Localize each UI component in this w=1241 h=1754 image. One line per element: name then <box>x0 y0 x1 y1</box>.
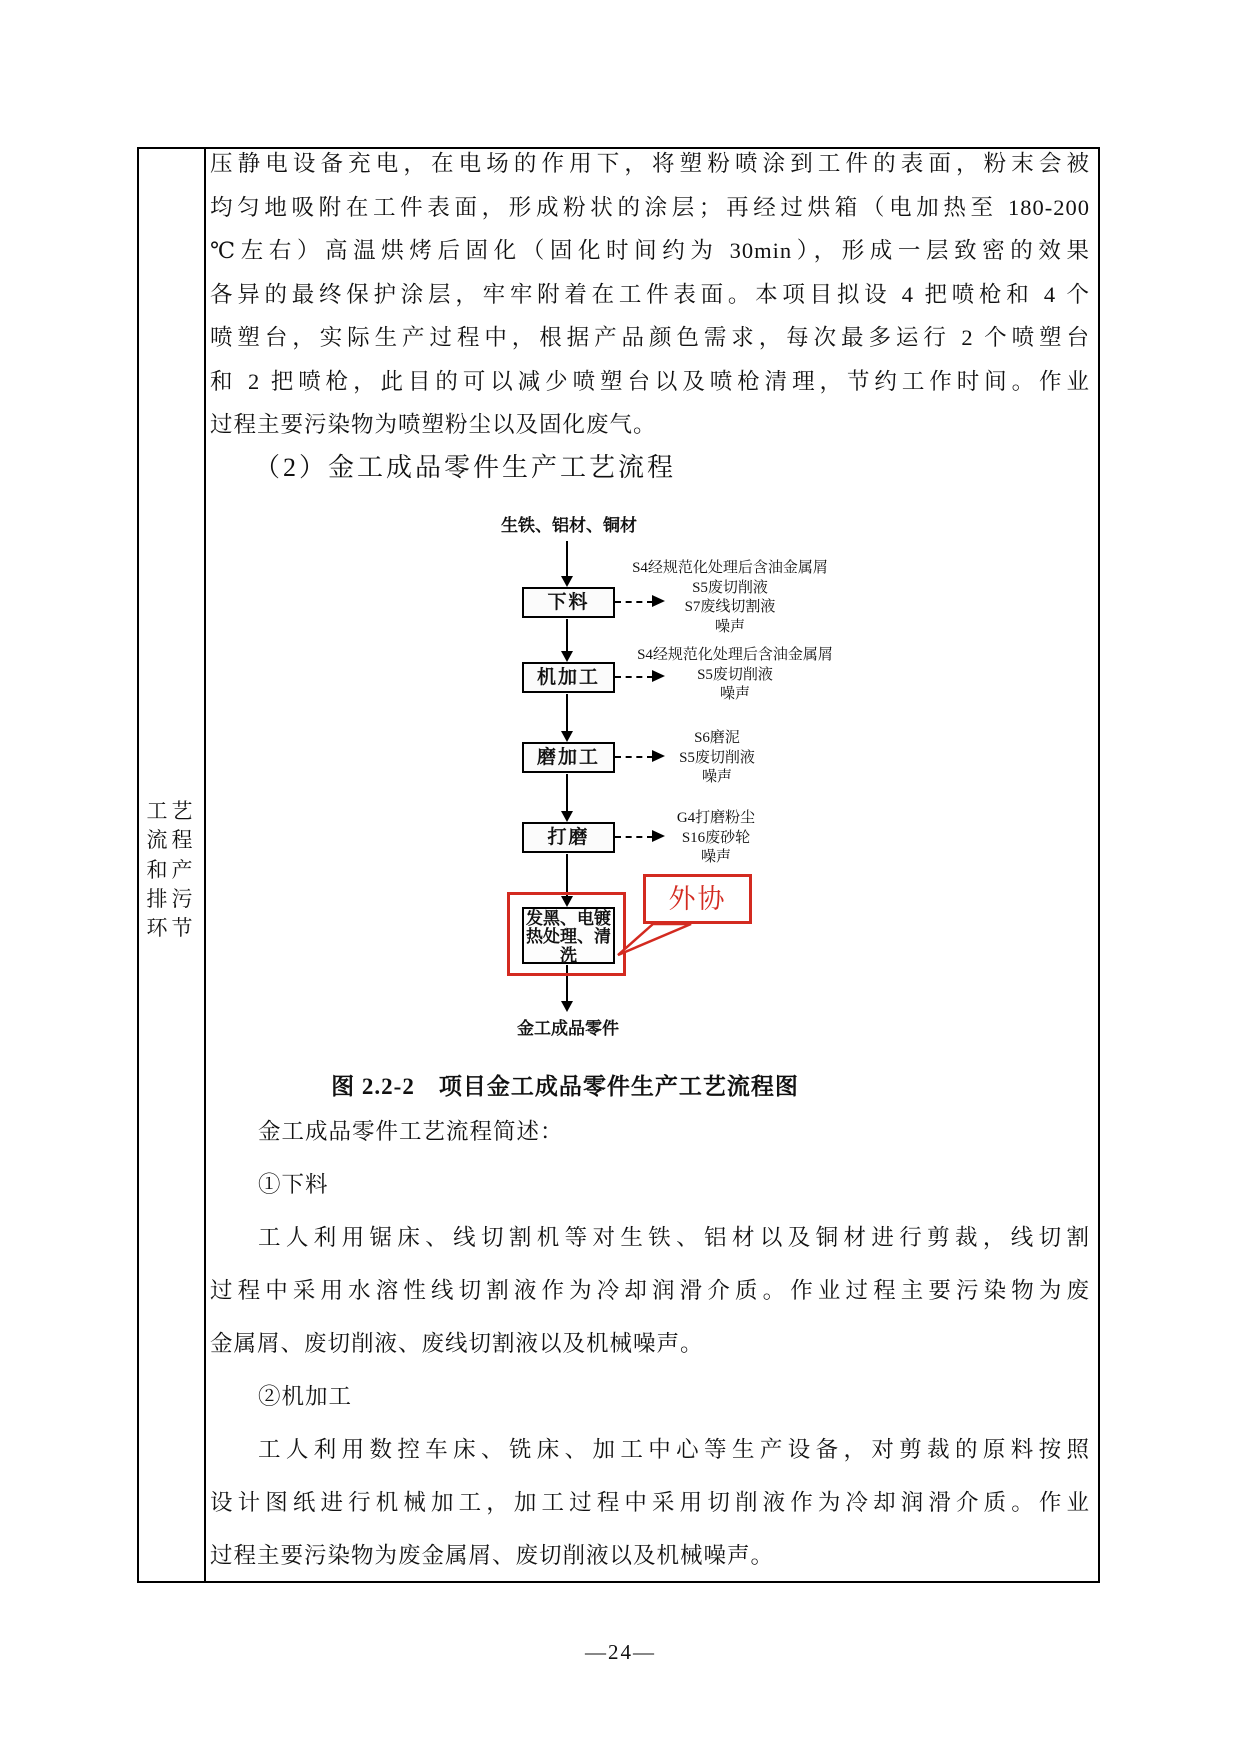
text-line: 工人利用锯床、线切割机等对生铁、铝材以及铜材进行剪裁，线切割 <box>258 1225 1090 1250</box>
emission-line: 噪声 <box>714 618 745 635</box>
row-label-line: 和产 <box>146 857 197 882</box>
emission-line: S16废砂轮 <box>681 829 751 846</box>
final-box-line: 发黑、电镀 <box>526 909 611 928</box>
emission-line: 噪声 <box>700 849 731 865</box>
row-label-line: 环节 <box>146 916 197 941</box>
flow-arrowhead-down <box>561 731 573 742</box>
emission-line: S5废切削液 <box>679 749 755 766</box>
flow-arrow-down <box>566 854 568 897</box>
text-line: 设计图纸进行机械加工，加工过程中采用切削液作为冷却润滑介质。作业 <box>210 1490 1090 1515</box>
page-number: —24— <box>585 1640 656 1664</box>
text-line: 过程中采用水溶性线切割液作为冷却润滑介质。作业过程主要污染物为废 <box>210 1278 1090 1303</box>
callout-tail <box>600 855 780 985</box>
emission-line: S7废线切割液 <box>684 599 776 615</box>
flow-arrow-down <box>566 694 568 732</box>
flow-output-label: 金工成品零件 <box>517 1019 619 1038</box>
text-line: 均匀地吸附在工件表面，形成粉状的涂层；再经过烘箱（电加热至 180-200 <box>210 194 1090 220</box>
emission-line: 噪声 <box>719 686 750 702</box>
final-box-line: 热处理、清 <box>526 927 611 947</box>
summary-intro: 金工成品零件工艺流程简述： <box>258 1119 564 1144</box>
flow-box-polishing: 打磨 <box>522 822 615 853</box>
flow-arrowhead-down <box>561 576 573 587</box>
text-line: ℃左右）高温烘烤后固化（固化时间约为 30min），形成一层致密的效果 <box>210 238 1090 263</box>
emission-line: G4打磨粉尘 <box>676 810 756 826</box>
emission-note-cutting <box>627 559 833 637</box>
emission-line: S6磨泥 <box>694 730 740 746</box>
paragraph-powder-coating <box>210 142 1090 447</box>
row-label-line: 流程 <box>146 828 197 853</box>
text-line: 各异的最终保护涂层，牢牢附着在工件表面。本项目拟设 4 把喷枪和 4 个 <box>210 281 1090 307</box>
step2-heading: ②机加工 <box>258 1384 353 1409</box>
figure-caption: 图 2.2-2 项目金工成品零件生产工艺流程图 <box>331 1074 799 1099</box>
row-label-line: 工艺 <box>146 799 197 823</box>
flow-box-machining: 机加工 <box>522 662 615 693</box>
flow-arrow-down <box>566 619 568 652</box>
outsource-callout: 外协 <box>643 874 752 924</box>
flow-arrowhead-down <box>561 1001 573 1012</box>
emission-note-machining <box>630 646 840 705</box>
flow-arrow-down <box>566 774 568 812</box>
emission-line: S5废切削液 <box>692 579 768 596</box>
flow-arrowhead-down <box>561 651 573 662</box>
text-line: 过程主要污染物为废金属屑、废切削液以及机械噪声。 <box>210 1543 775 1568</box>
section-heading: （2）金工成品零件生产工艺流程 <box>254 453 677 482</box>
flow-box-grinding: 磨加工 <box>522 742 615 773</box>
text-line: 压静电设备充电，在电场的作用下，将塑粉喷涂到工件的表面，粉末会被 <box>210 151 1090 176</box>
row-label-line: 排污 <box>146 886 197 911</box>
emission-line: 噪声 <box>701 769 732 785</box>
text-line: 工人利用数控车床、铣床、加工中心等生产设备，对剪裁的原料按照 <box>258 1437 1090 1462</box>
table-row-label <box>139 797 204 943</box>
process-description <box>210 1105 1090 1582</box>
emission-line: S5废切削液 <box>697 666 773 683</box>
emission-note-grinding <box>615 729 819 788</box>
step1-heading: ①下料 <box>258 1172 329 1197</box>
emission-line: S4经规范化处理后含油金属屑 <box>632 560 828 576</box>
table-column-divider <box>204 147 206 1583</box>
text-line: 和 2 把喷枪，此目的可以减少喷塑台以及喷枪清理，节约工作时间。作业 <box>210 368 1090 394</box>
emission-line: S4经规范化处理后含油金属屑 <box>637 647 833 663</box>
flow-input-label: 生铁、铝材、铜材 <box>501 516 637 535</box>
flow-box-cutting: 下料 <box>522 587 615 618</box>
flow-arrow-down <box>566 541 568 577</box>
final-box-line: 洗 <box>560 945 577 965</box>
flow-arrowhead-down <box>561 811 573 822</box>
text-line: 金属屑、废切削液、废线切割液以及机械噪声。 <box>210 1331 704 1356</box>
text-line: 过程主要污染物为喷塑粉尘以及固化废气。 <box>210 412 657 437</box>
text-line: 喷塑台，实际生产过程中，根据产品颜色需求，每次最多运行 2 个喷塑台 <box>210 325 1090 350</box>
